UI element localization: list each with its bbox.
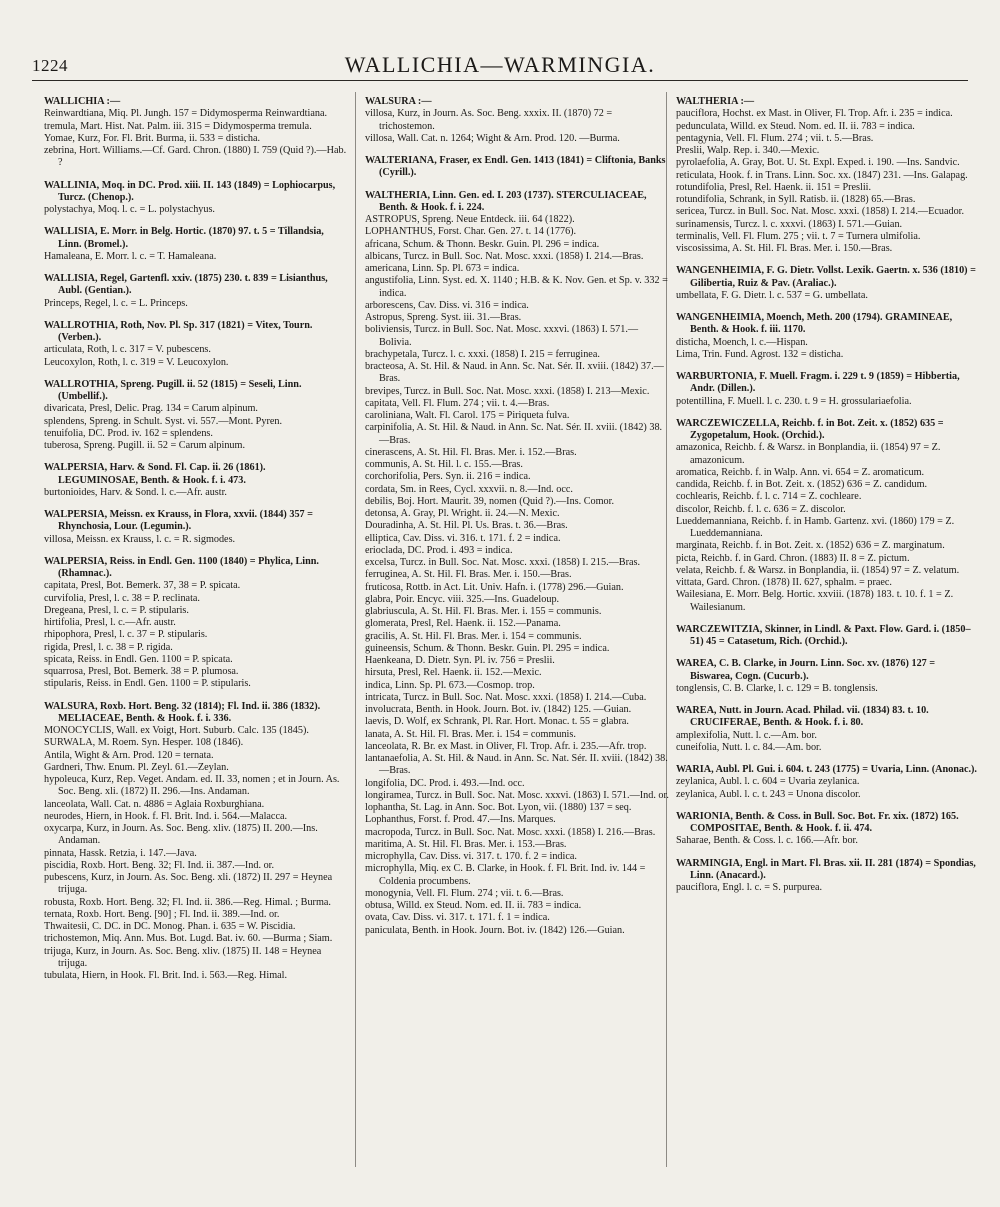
genus-entry <box>44 96 348 170</box>
entry-line: cinerascens, A. St. Hil. Fl. Bras. Mer. i. 152.—Bras. <box>365 446 577 458</box>
entry-line: excelsa, Turcz. in Bull. Soc. Nat. Mosc. xxxi. (1858) I. 215.—Bras. <box>365 557 641 568</box>
entry-line: amazonica, Reichb. f. & Warsz. in Bonplandia, ii. (1854) 97 = Z. amazonicum. <box>676 442 941 466</box>
entry-heading: WAREA, C. B. Clarke, in Journ. Linn. Soc. xv. (1876) 127 = Biswarea, Cogn. (Cucurb.). <box>676 658 936 682</box>
entry-line: aromatica, Reichb. f. in Walp. Ann. vi. 654 = Z. aromaticum. <box>676 466 925 478</box>
entry-line: africana, Schum. & Thonn. Beskr. Guin. Pl. 296 = indica. <box>365 238 600 250</box>
entry-line: stipularis, Reiss. in Endl. Gen. 1100 = P. stipularis. <box>44 678 251 690</box>
entry-line: hypoleuca, Kurz, Rep. Veget. Andam. ed. II. 33, nomen ; et in Journ. As. Soc. Beng. xli. (1872) II. 296.—Ins. Andaman. <box>44 774 340 798</box>
entry-line: fruticosa, Rottb. in Act. Lit. Univ. Hafn. i. (1778) 296.—Guian. <box>365 581 624 593</box>
entry-line: corchorifolia, Pers. Syn. ii. 216 = indica. <box>365 471 531 483</box>
genus-entry <box>676 265 980 302</box>
entry-line: capitata, Vell. Fl. Flum. 274 ; vii. t. 4.—Bras. <box>365 397 550 409</box>
entry-line: pauciflora, Engl. l. c. = S. purpurea. <box>676 882 823 893</box>
entry-line: communis, A. St. Hil. l. c. 155.—Bras. <box>365 459 523 470</box>
entry-heading: WAREA, Nutt. in Journ. Acad. Philad. vii. (1834) 83. t. 10. CRUCIFERAE, Benth. & Hook. f. i. 80. <box>676 705 929 729</box>
entry-line: viscosissima, A. St. Hil. Fl. Bras. Mer. i. 150.—Bras. <box>676 243 893 254</box>
entry-line: rigida, Presl, l. c. 38 = P. rigida. <box>44 641 173 653</box>
entry-line: neurodes, Hiern, in Hook. f. Fl. Brit. Ind. i. 564.—Malacca. <box>44 810 288 822</box>
entry-line: indica, Linn. Sp. Pl. 673.—Cosmop. trop. <box>365 679 535 691</box>
entry-line: Preslii, Walp. Rep. i. 340.—Mexic. <box>676 145 820 156</box>
entry-line: Reinwardtiana, Miq. Pl. Jungh. 157 = Didymosperma Reinwardtiana. <box>44 108 328 120</box>
entry-line: marginata, Reichb. f. in Bot. Zeit. x. (1852) 636 = Z. marginatum. <box>676 540 945 552</box>
entry-line: capitata, Presl, Bot. Bemerk. 37, 38 = P. spicata. <box>44 580 241 592</box>
entry-heading: WANGENHEIMIA, F. G. Dietr. Vollst. Lexik. Gaertn. x. 536 (1810) = Gilibertia, Ruiz & Pav. (Araliac.). <box>676 265 976 289</box>
genus-entry <box>676 811 980 848</box>
entry-line: rotundifolia, Presl, Rel. Haenk. ii. 151 = Preslii. <box>676 181 872 193</box>
entry-line: cordata, Sm. in Rees, Cycl. xxxvii. n. 8.—Ind. occ. <box>365 483 573 495</box>
entry-heading: WALLISIA, Regel, Gartenfl. xxiv. (1875) 230. t. 839 = Lisianthus, Aubl. (Gentian.). <box>44 273 328 297</box>
entry-line: ferruginea, A. St. Hil. Fl. Bras. Mer. i. 150.—Bras. <box>365 569 572 581</box>
genus-entry <box>44 273 348 310</box>
entry-line: Dregeana, Presl, l. c. = P. stipularis. <box>44 604 189 616</box>
entry-line: brachypetala, Turcz. l. c. xxxi. (1858) I. 215 = ferruginea. <box>365 348 600 360</box>
entry-line: LOPHANTHUS, Forst. Char. Gen. 27. t. 14 (1776). <box>365 226 577 238</box>
genus-entry <box>676 418 980 614</box>
page-number: 1224 <box>32 56 68 75</box>
entry-line: lanata, A. St. Hil. Fl. Bras. Mer. i. 154 = communis. <box>365 728 576 740</box>
entry-line: splendens, Spreng. in Schult. Syst. vi. 557.—Mont. Pyren. <box>44 415 282 427</box>
entry-line: tubulata, Hiern, in Hook. Fl. Brit. Ind. i. 563.—Reg. Himal. <box>44 970 288 981</box>
entry-line: erioclada, DC. Prod. i. 493 = indica. <box>365 544 513 556</box>
entry-line: trichostemon, Miq. Ann. Mus. Bot. Lugd. Bat. iv. 60. —Burma ; Siam. <box>44 933 333 945</box>
entry-heading: WALSURA :— <box>365 96 432 107</box>
entry-line: glabra, Poir. Encyc. viii. 325.—Ins. Guadeloup. <box>365 593 560 605</box>
entry-heading: WALPERSIA, Harv. & Sond. Fl. Cap. ii. 26 (1861). LEGUMINOSAE, Benth. & Hook. f. i. 473. <box>44 462 266 486</box>
genus-entry <box>44 320 348 369</box>
entry-heading: WALLROTHIA, Roth, Nov. Pl. Sp. 317 (1821) = Vitex, Tourn. (Verben.). <box>44 319 313 343</box>
entry-line: Thwaitesii, C. DC. in DC. Monog. Phan. i. 635 = W. Piscidia. <box>44 921 296 932</box>
entry-line: amplexifolia, Nutt. l. c.—Am. bor. <box>676 729 817 741</box>
entry-line: longiramea, Turcz. in Bull. Soc. Nat. Mosc. xxxvi. (1863) I. 571.—Ind. or. <box>365 789 669 801</box>
entry-line: reticulata, Hook. f. in Trans. Linn. Soc. xx. (1847) 231. —Ins. Galapag. <box>676 169 968 181</box>
entry-line: cochlearis, Reichb. f. l. c. 714 = Z. cochleare. <box>676 491 862 503</box>
entry-line: polystachya, Moq. l. c. = L. polystachyus. <box>44 204 215 215</box>
entry-line: pinnata, Hassk. Retzia, i. 147.—Java. <box>44 847 197 859</box>
genus-entry <box>676 705 980 754</box>
entry-line: rhipophora, Presl, l. c. 37 = P. stipularis. <box>44 629 208 641</box>
entry-line: maritima, A. St. Hil. Fl. Bras. Mer. i. 153.—Bras. <box>365 838 567 850</box>
entry-heading: WARIA, Aubl. Pl. Gui. i. 604. t. 243 (1775) = Uvaria, Linn. (Anonac.). <box>676 764 977 775</box>
entry-line: tremula, Mart. Hist. Nat. Palm. iii. 315 = Didymosperma tremula. <box>44 120 312 132</box>
column-3 <box>676 96 980 904</box>
entry-line: glomerata, Presl, Rel. Haenk. ii. 152.—Panama. <box>365 618 561 630</box>
entry-line: intricata, Turcz. in Bull. Soc. Nat. Mosc. xxxi. (1858) I. 214.—Cuba. <box>365 691 647 703</box>
entry-heading: WALLICHIA :— <box>44 96 121 107</box>
running-head: WALLICHIA—WARMINGIA. <box>344 52 656 77</box>
entry-line: Antila, Wight & Arn. Prod. 120 = ternata. <box>44 749 214 761</box>
entry-heading: WARCZEWITZIA, Skinner, in Lindl. & Paxt. Flow. Gard. i. (1850–51) 45 = Catasetum, Rich. (Orchid.). <box>676 623 971 647</box>
entry-line: macropoda, Turcz. in Bull. Soc. Nat. Mosc. xxxi. (1858) I. 216.—Bras. <box>365 826 656 838</box>
entry-line: villosa, Wall. Cat. n. 1264; Wight & Arn. Prod. 120. —Burma. <box>365 132 620 144</box>
entry-line: villosa, Meissn. ex Krauss, l. c. = R. sigmodes. <box>44 533 236 545</box>
genus-entry <box>676 658 980 695</box>
genus-entry <box>676 624 980 649</box>
entry-line: Wailesiana, E. Morr. Belg. Hortic. xxviii. (1878) 183. t. 10. f. 1 = Z. Wailesianum. <box>676 589 954 613</box>
genus-entry <box>44 462 348 499</box>
entry-heading: WALLISIA, E. Morr. in Belg. Hortic. (1870) 97. t. 5 = Tillandsia, Linn. (Bromel.). <box>44 226 324 250</box>
entry-line: Yomae, Kurz, For. Fl. Brit. Burma, ii. 533 = disticha. <box>44 132 261 144</box>
entry-line: terminalis, Vell. Fl. Flum. 275 ; vii. t. 7 = Turnera ulmifolia. <box>676 230 921 242</box>
entry-line: boliviensis, Turcz. in Bull. Soc. Nat. Mosc. xxxvi. (1863) I. 571.—Bolivia. <box>365 324 639 348</box>
entry-line: Haenkeana, D. Dietr. Syn. Pl. iv. 756 = Preslii. <box>365 655 555 666</box>
entry-heading: WARMINGIA, Engl. in Mart. Fl. Bras. xii. II. 281 (1874) = Spondias, Linn. (Anacard.). <box>676 857 976 881</box>
entry-heading: WALTERIANA, Fraser, ex Endl. Gen. 1413 (1841) = Cliftonia, Banks (Cyrill.). <box>365 155 666 179</box>
entry-line: rotundifolia, Schrank, in Syll. Ratisb. ii. (1828) 65.—Bras. <box>676 194 916 205</box>
genus-entry <box>44 556 348 691</box>
entry-line: Lophanthus, Forst. f. Prod. 47.—Ins. Marques. <box>365 814 556 826</box>
entry-line: americana, Linn. Sp. Pl. 673 = indica. <box>365 263 520 274</box>
entry-heading: WALSURA, Roxb. Hort. Beng. 32 (1814); Fl. Ind. ii. 386 (1832). MELIACEAE, Benth. & Hook. f. i. 336. <box>44 700 321 724</box>
entry-line: pyrolaefolia, A. Gray, Bot. U. St. Expl. Exped. i. 190. —Ins. Sandvic. <box>676 157 960 169</box>
genus-entry <box>365 96 669 145</box>
entry-line: caroliniana, Walt. Fl. Carol. 175 = Piriqueta fulva. <box>365 410 570 421</box>
entry-line: picta, Reichb. f. in Gard. Chron. (1883) II. 8 = Z. pictum. <box>676 552 910 564</box>
entry-line: paniculata, Benth. in Hook. Journ. Bot. iv. (1842) 126.—Guian. <box>365 924 625 936</box>
entry-line: lanceolata, R. Br. ex Mast. in Oliver, Fl. Trop. Afr. i. 235.—Afr. trop. <box>365 740 647 752</box>
entry-line: surinamensis, Turcz. l. c. xxxvi. (1863) I. 571.—Guian. <box>676 218 903 230</box>
entry-line: Leucoxylon, Roth, l. c. 319 = V. Leucoxylon. <box>44 356 229 368</box>
genus-entry <box>44 701 348 983</box>
genus-entry <box>676 858 980 895</box>
entry-heading: WANGENHEIMIA, Moench, Meth. 200 (1794). GRAMINEAE, Benth. & Hook. f. iii. 1170. <box>676 312 953 336</box>
entry-heading: WALPERSIA, Meissn. ex Krauss, in Flora, xxvii. (1844) 357 = Rhynchosia, Lour. (Legumin.). <box>44 509 313 533</box>
genus-entry <box>44 379 348 453</box>
entry-line: tenuifolia, DC. Prod. iv. 162 = splendens. <box>44 427 213 439</box>
entry-heading: WARBURTONIA, F. Muell. Fragm. i. 229 t. 9 (1859) = Hibbertia, Andr. (Dillen.). <box>676 371 960 395</box>
entry-line: elliptica, Cav. Diss. vi. 316. t. 171. f. 2 = indica. <box>365 532 561 544</box>
entry-heading: WARCZEWICZELLA, Reichb. f. in Bot. Zeit. x. (1852) 635 = Zygopetalum, Hook. (Orchid.). <box>676 417 944 441</box>
entry-line: tonglensis, C. B. Clarke, l. c. 129 = B. tonglensis. <box>676 682 878 694</box>
entry-line: angustifolia, Linn. Syst. ed. X. 1140 ; H.B. & K. Nov. Gen. et Sp. v. 332 = indica. <box>365 275 668 299</box>
entry-line: villosa, Kurz, in Journ. As. Soc. Beng. xxxix. II. (1870) 72 = trichostemon. <box>365 108 613 132</box>
entry-line: curvifolia, Presl, l. c. 38 = P. reclinata. <box>44 592 200 604</box>
entry-line: gracilis, A. St. Hil. Fl. Bras. Mer. i. 154 = communis. <box>365 630 582 642</box>
entry-line: microphylla, Miq. ex C. B. Clarke, in Hook. f. Fl. Brit. Ind. iv. 144 = Coldenia procumbens. <box>365 863 646 887</box>
entry-line: Lueddemanniana, Reichb. f. in Hamb. Gartenz. xvi. (1860) 179 = Z. Lueddemannianа. <box>676 515 955 539</box>
entry-line: lanceolata, Wall. Cat. n. 4886 = Aglaia Roxburghiana. <box>44 798 265 810</box>
genus-entry <box>365 190 669 937</box>
entry-line: carpinifolia, A. St. Hil. & Naud. in Ann. Sc. Nat. Sér. II. xviii. (1842) 38.—Bras. <box>365 422 663 446</box>
column-2 <box>365 96 669 947</box>
entry-line: brevipes, Turcz. in Bull. Soc. Nat. Mosc. xxxi. (1858) I. 213—Mexic. <box>365 385 650 397</box>
entry-line: Douradinha, A. St. Hil. Pl. Us. Bras. t. 36.—Bras. <box>365 520 568 532</box>
entry-line: lophantha, St. Lag. in Ann. Soc. Bot. Lyon, vii. (1880) 137 = seq. <box>365 802 632 813</box>
genus-entry <box>676 312 980 361</box>
entry-line: hirsuta, Presl, Rel. Haenk. ii. 152.—Mexic. <box>365 667 542 679</box>
entry-line: tuberosa, Spreng. Pugill. ii. 52 = Carum alpinum. <box>44 440 245 451</box>
entry-line: involucrata, Benth. in Hook. Journ. Bot. iv. (1842) 125. —Guian. <box>365 704 632 715</box>
entry-line: obtusa, Willd. ex Steud. Nom. ed. II. ii. 783 = indica. <box>365 900 582 911</box>
entry-line: divaricata, Presl, Delic. Prag. 134 = Carum alpinum. <box>44 403 258 415</box>
entry-line: arborescens, Cav. Diss. vi. 316 = indica. <box>365 299 529 311</box>
entry-line: debilis, Boj. Hort. Maurit. 39, nomen (Quid ?).—Ins. Comor. <box>365 495 615 507</box>
entry-line: vittata, Gard. Chron. (1878) II. 627, sphalm. = praec. <box>676 577 892 588</box>
entry-line: monogynia, Vell. Fl. Flum. 274 ; vii. t. 6.—Bras. <box>365 887 564 899</box>
entry-line: microphylla, Cav. Diss. vi. 317. t. 170. f. 2 = indica. <box>365 851 577 862</box>
entry-line: bracteosa, A. St. Hil. & Naud. in Ann. Sc. Nat. Sér. II. xviii. (1842) 37.—Bras. <box>365 361 664 385</box>
genus-entry <box>44 180 348 217</box>
entry-line: trijuga, Kurz, in Journ. As. Soc. Beng. xliv. (1875) II. 148 = Heynea trijuga. <box>44 945 322 969</box>
entry-line: MONOCYCLIS, Wall. ex Voigt, Hort. Suburb. Calc. 135 (1845). <box>44 725 309 736</box>
entry-line: SURWALA, M. Roem. Syn. Hesper. 108 (1846). <box>44 737 244 749</box>
entry-line: albicans, Turcz. in Bull. Soc. Nat. Mosc. xxxi. (1858) I. 214.—Bras. <box>365 250 644 262</box>
entry-line: discolor, Reichb. f. l. c. 636 = Z. discolor. <box>676 503 846 515</box>
column-divider <box>355 92 356 1167</box>
genus-entry <box>676 371 980 408</box>
genus-entry <box>44 509 348 546</box>
entry-heading: WALLROTHIA, Spreng. Pugill. ii. 52 (1815) = Seseli, Linn. (Umbellif.). <box>44 378 302 402</box>
entry-line: zeylanica, Aubl. l. c. t. 243 = Unona discolor. <box>676 788 861 800</box>
entry-heading: WALTHERIA, Linn. Gen. ed. I. 203 (1737). STERCULIACEAE, Benth. & Hook. f. i. 224. <box>365 189 647 213</box>
entry-line: piscidia, Roxb. Hort. Beng. 32; Fl. Ind. ii. 387.—Ind. or. <box>44 859 275 871</box>
entry-line: velata, Reichb. f. & Warsz. in Bonplandia, ii. (1854) 97 = Z. velatum. <box>676 564 960 576</box>
entry-line: detonsa, A. Gray, Pl. Wright. ii. 24.—N. Mexic. <box>365 508 560 519</box>
entry-line: pauciflora, Hochst. ex Mast. in Oliver, Fl. Trop. Afr. i. 235 = indica. <box>676 108 953 120</box>
entry-line: zeylanica, Aubl. l. c. 604 = Uvaria zeylanica. <box>676 776 860 788</box>
genus-entry <box>44 226 348 263</box>
entry-line: Gardneri, Thw. Enum. Pl. Zeyl. 61.—Zeylan. <box>44 761 229 773</box>
entry-line: spicata, Reiss. in Endl. Gen. 1100 = P. spicata. <box>44 653 233 665</box>
entry-line: longifolia, DC. Prod. i. 493.—Ind. occ. <box>365 777 525 789</box>
entry-line: umbellata, F. G. Dietr. l. c. 537 = G. umbellata. <box>676 289 868 301</box>
entry-line: ternata, Roxb. Hort. Beng. [90] ; Fl. Ind. ii. 389.—Ind. or. <box>44 908 280 920</box>
entry-heading: WARIONIA, Benth. & Coss. in Bull. Soc. Bot. Fr. xix. (1872) 165. COMPOSITAE, Benth. & Hook. f. ii. 474. <box>676 810 959 834</box>
entry-line: pubescens, Kurz, in Journ. As. Soc. Beng. xli. (1872) II. 297 = Heynea trijuga. <box>44 872 333 896</box>
entry-line: ASTROPUS, Spreng. Neue Entdeck. iii. 64 (1822). <box>365 214 575 225</box>
entry-line: Saharae, Benth. & Coss. l. c. 166.—Afr. bor. <box>676 835 858 847</box>
entry-line: burtonioides, Harv. & Sond. l. c.—Afr. austr. <box>44 486 227 498</box>
entry-line: laevis, D. Wolf, ex Schrank, Pl. Rar. Hort. Monac. t. 55 = glabra. <box>365 716 629 728</box>
entry-line: ovata, Cav. Diss. vi. 317. t. 171. f. 1 = indica. <box>365 912 550 924</box>
entry-line: lantanaefolia, A. St. Hil. & Naud. in Ann. Sc. Nat. Sér. II. xviii. (1842) 38.—Bras. <box>365 753 668 777</box>
entry-line: Princeps, Regel, l. c. = L. Princeps. <box>44 297 188 309</box>
entry-line: potentillina, F. Muell. l. c. 230. t. 9 = H. grossulariaefolia. <box>676 395 912 407</box>
genus-entry <box>365 155 669 180</box>
column-1 <box>44 96 348 992</box>
entry-line: cuneifolia, Nutt. l. c. 84.—Am. bor. <box>676 741 822 753</box>
entry-line: Lima, Trin. Fund. Agrost. 132 = disticha. <box>676 348 844 360</box>
entry-line: squarrosa, Presl, Bot. Bemerk. 38 = P. plumosa. <box>44 666 239 677</box>
entry-line: articulata, Roth, l. c. 317 = V. pubescens. <box>44 344 211 356</box>
entry-heading: WALTHERIA :— <box>676 96 755 107</box>
entry-heading: WALPERSIA, Reiss. in Endl. Gen. 1100 (1840) = Phylica, Linn. (Rhamnac.). <box>44 555 319 579</box>
entry-line: glabriuscula, A. St. Hil. Fl. Bras. Mer. i. 155 = communis. <box>365 606 602 617</box>
entry-line: zebrina, Hort. Williams.—Cf. Gard. Chron. (1880) I. 759 (Quid ?).—Hab. ? <box>44 145 347 169</box>
entry-line: hirtifolia, Presl, l. c.—Afr. austr. <box>44 617 176 628</box>
entry-line: pentagynia, Vell. Fl. Flum. 274 ; vii. t. 5.—Bras. <box>676 132 874 144</box>
entry-line: guineensis, Schum. & Thonn. Beskr. Guin. Pl. 295 = indica. <box>365 642 610 654</box>
genus-entry <box>676 96 980 255</box>
genus-entry <box>676 764 980 801</box>
entry-line: oxycarpa, Kurz, in Journ. As. Soc. Beng. xliv. (1875) II. 200.—Ins. Andaman. <box>44 823 318 847</box>
entry-heading: WALLINIA, Moq. in DC. Prod. xiii. II. 143 (1849) = Lophiocarpus, Turcz. (Chenop.). <box>44 179 336 203</box>
entry-line: candida, Reichb. f. in Bot. Zeit. x. (1852) 636 = Z. candidum. <box>676 479 928 490</box>
entry-line: sericea, Turcz. in Bull. Soc. Nat. Mosc. xxxi. (1858) I. 214.—Ecuador. <box>676 206 965 218</box>
entry-line: robusta, Roxb. Hort. Beng. 32; Fl. Ind. ii. 386.—Reg. Himal. ; Burma. <box>44 896 331 908</box>
entry-line: pedunculata, Willd. ex Steud. Nom. ed. II. ii. 783 = indica. <box>676 120 915 132</box>
entry-line: Astropus, Spreng. Syst. iii. 31.—Bras. <box>365 312 522 323</box>
entry-line: disticha, Moench, l. c.—Hispan. <box>676 336 808 348</box>
header-rule <box>32 80 968 81</box>
entry-line: Hamaleana, E. Morr. l. c. = T. Hamaleana. <box>44 250 217 262</box>
